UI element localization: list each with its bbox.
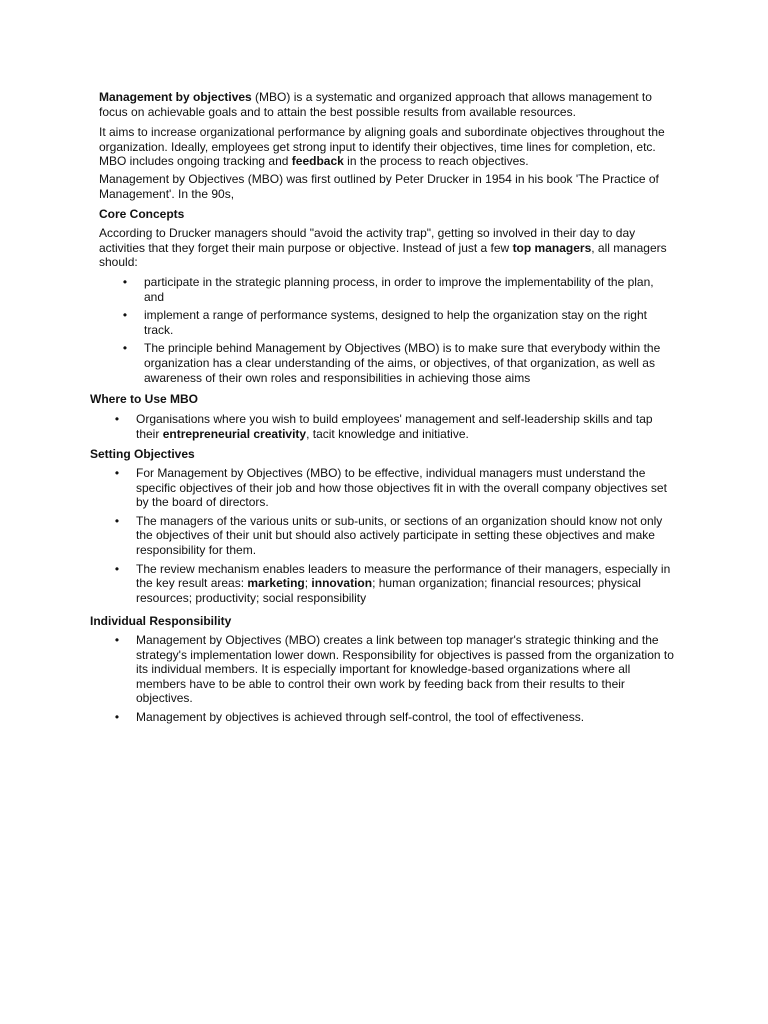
individual-responsibility-heading: Individual Responsibility <box>90 614 232 628</box>
intro-paragraph-1 <box>99 90 679 119</box>
list-item <box>112 412 676 441</box>
list-item <box>112 466 676 510</box>
bullet-icon: • <box>114 633 120 647</box>
bullet-icon: • <box>122 275 128 289</box>
bullet-icon: • <box>114 561 120 576</box>
intro-paragraph-2 <box>99 125 679 169</box>
list-item <box>112 710 676 725</box>
setting-objectives-list <box>112 466 676 609</box>
core-concepts-heading: Core Concepts <box>99 207 185 221</box>
list-item-separator: ; <box>304 576 312 591</box>
list-item <box>112 514 676 558</box>
bullet-icon: • <box>114 412 120 426</box>
mbo-term: Management by objectives <box>99 90 252 104</box>
list-item <box>112 562 676 606</box>
list-item-text: participate in the strategic planning process, in order to improve the implementability of the plan, and <box>144 275 654 304</box>
list-item-text: Management by Objectives (MBO) creates a link between top manager's strategic thinking and the strategy's implementation lower down. Responsibility for objectives is passed from the organization to its individual members. It is especially important for knowledge-based organizations where all members have to be able to control their own work by feeding back from their results to their objectives. <box>136 633 674 706</box>
core-concepts-list <box>120 275 676 389</box>
list-item-text: Management by objectives is achieved through self-control, the tool of effectiveness. <box>136 709 585 724</box>
top-managers-term: top managers <box>512 240 592 255</box>
list-item-text: Organisations where you wish to build employees' management and self-leadership skills and tap their <box>136 412 653 441</box>
core-concepts-text: According to Drucker managers should "avoid the activity trap", getting so involved in their day to day activities that they forget their main purpose or objective. Instead of just a few <box>99 226 636 255</box>
bullet-icon: • <box>114 513 120 528</box>
list-item-tail: , tacit knowledge and initiative. <box>306 426 469 441</box>
list-item <box>120 275 676 304</box>
feedback-term: feedback <box>291 154 344 169</box>
bullet-icon: • <box>114 709 120 724</box>
intro-paragraph-3: Management by Objectives (MBO) was first outlined by Peter Drucker in 1954 in his book 'The Practice of Management'. In the 90s, <box>99 172 659 201</box>
list-item-text: implement a range of performance systems, designed to help the organization stay on the right track. <box>144 308 647 337</box>
list-item <box>112 633 676 706</box>
intro-paragraph-2-tail: in the process to reach objectives. <box>343 154 529 169</box>
core-concepts-paragraph <box>99 226 679 270</box>
bullet-icon: • <box>122 308 128 323</box>
bullet-icon: • <box>114 466 120 480</box>
entrepreneurial-creativity-term: entrepreneurial creativity <box>162 426 307 441</box>
where-to-use-list <box>112 412 676 445</box>
innovation-term: innovation <box>311 576 373 591</box>
intro-paragraph-2-text: It aims to increase organizational performance by aligning goals and subordinate objectives throughout the organization. Ideally, employees get strong input to identify their objectives, time lines for completion, etc. MBO includes ongoing tracking and <box>99 125 665 169</box>
individual-responsibility-list <box>112 633 676 729</box>
list-item-text: The managers of the various units or sub-units, or sections of an organization should know not only the objectives of their unit but should also actively participate in setting these objectives and make responsibility for them. <box>136 513 663 557</box>
list-item-text: For Management by Objectives (MBO) to be effective, individual managers must understand the specific objectives of their job and how those objectives fit in with the overall company objectives set by the board of directors. <box>136 466 667 510</box>
list-item-tail: ; human organization; financial resources; physical resources; productivity; social responsibility <box>136 576 641 605</box>
marketing-term: marketing <box>247 576 305 591</box>
list-item <box>120 341 676 385</box>
core-concepts-tail: , all managers should: <box>99 240 667 270</box>
list-item <box>120 308 676 337</box>
setting-objectives-heading: Setting Objectives <box>90 447 195 461</box>
intro-paragraph-1-text: (MBO) is a systematic and organized approach that allows management to focus on achievable goals and to attain the best possible results from available resources. <box>99 90 652 119</box>
where-to-use-heading: Where to Use MBO <box>90 392 199 406</box>
bullet-icon: • <box>122 341 128 356</box>
list-item-text: The review mechanism enables leaders to measure the performance of their managers, especially in the key result areas: <box>136 561 671 591</box>
list-item-text: The principle behind Management by Objectives (MBO) is to make sure that everybody within the organization has a clear understanding of the aims, or objectives, of that organization, as well as awareness of their own roles and responsibilities in achieving those aims <box>144 341 661 385</box>
